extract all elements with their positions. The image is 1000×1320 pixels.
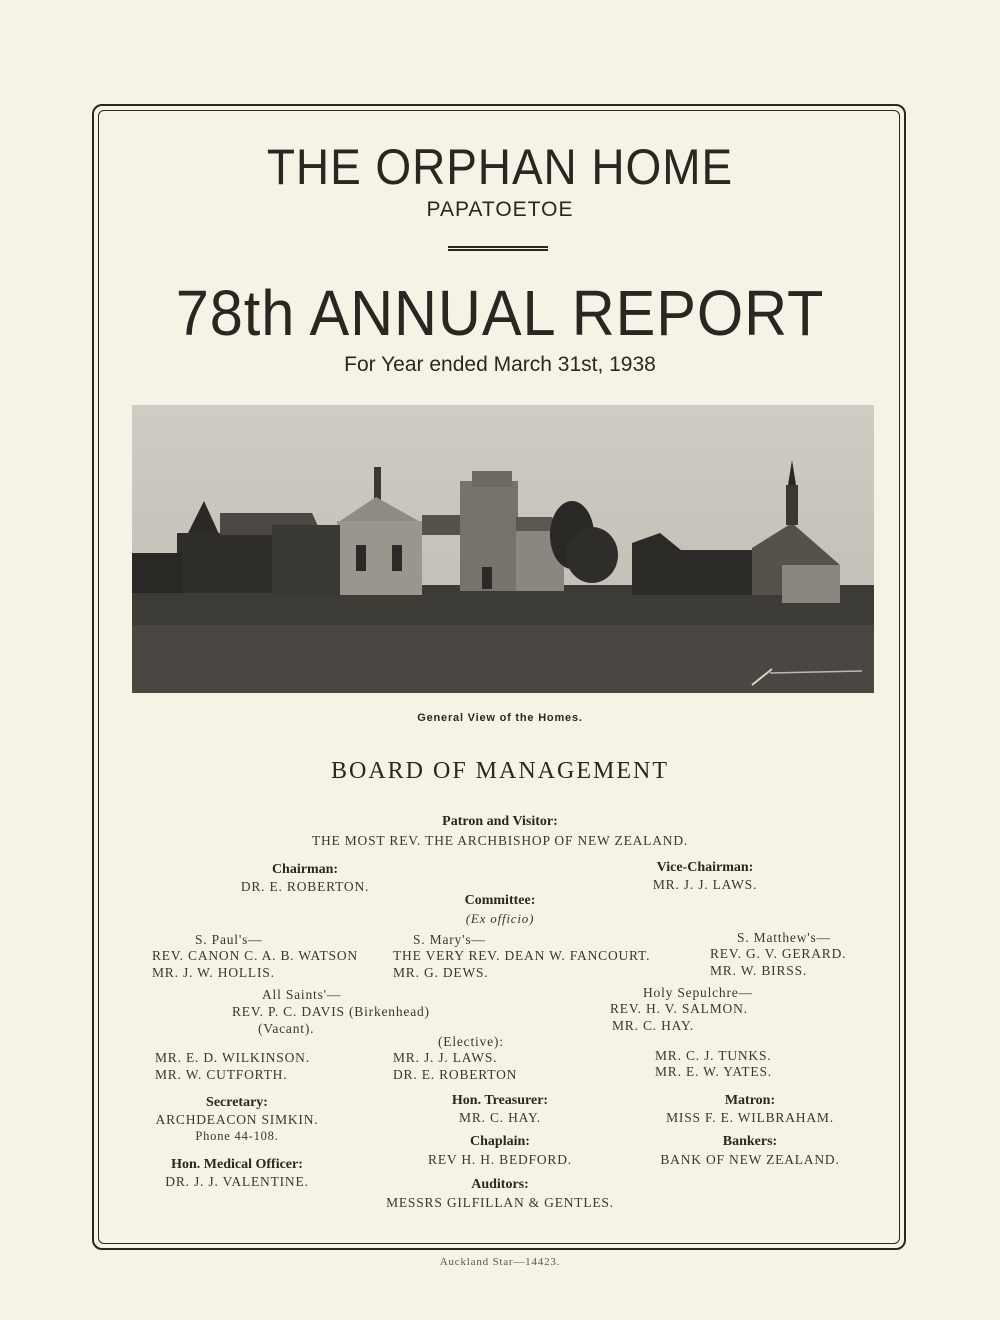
secretary-label: Secretary: [206, 1095, 268, 1110]
committee-member: MR. W. CUTFORTH. [155, 1067, 288, 1082]
bankers-label: Bankers: [722, 1134, 778, 1149]
committee-member: REV. H. V. SALMON. [610, 1001, 748, 1016]
medical-officer-name: DR. J. J. VALENTINE. [165, 1174, 309, 1189]
photo-caption: General View of the Homes. [417, 712, 583, 724]
treasurer-name: MR. C. HAY. [459, 1110, 541, 1125]
committee-label: Committee: [464, 893, 536, 908]
report-title: 78th ANNUAL REPORT [175, 277, 825, 349]
treasurer-label: Hon. Treasurer: [451, 1093, 549, 1108]
matron-name: MISS F. E. WILBRAHAM. [666, 1110, 834, 1125]
auditors-name: MESSRS GILFILLAN & GENTLES. [386, 1195, 614, 1210]
parish-s-marys: S. Mary's— [413, 932, 486, 947]
homes-photograph [132, 405, 874, 693]
parish-s-matthews: S. Matthew's— [737, 930, 831, 945]
committee-member: DR. E. ROBERTON [393, 1067, 518, 1082]
document-subtitle: PAPATOETOE [426, 198, 574, 221]
parish-all-saints: All Saints'— [262, 987, 342, 1002]
committee-member: MR. C. J. TUNKS. [655, 1048, 772, 1063]
committee-member: MR. C. HAY. [612, 1018, 694, 1033]
committee-member: (Vacant). [258, 1021, 315, 1036]
chaplain-name: REV H. H. BEDFORD. [428, 1152, 572, 1167]
committee-member: MR. G. DEWS. [393, 965, 489, 980]
document-title: THE ORPHAN HOME [266, 139, 734, 195]
parish-s-pauls: S. Paul's— [195, 932, 263, 947]
matron-label: Matron: [724, 1093, 776, 1108]
report-period: For Year ended March 31st, 1938 [344, 353, 656, 376]
chairman-name: DR. E. ROBERTON. [240, 879, 370, 894]
chaplain-label: Chaplain: [470, 1134, 530, 1149]
board-heading: BOARD OF MANAGEMENT [330, 758, 669, 784]
committee-member: MR. J. J. LAWS. [393, 1050, 498, 1065]
vice-chairman-label: Vice-Chairman: [656, 860, 754, 875]
building-photo-illustration [132, 405, 874, 693]
medical-officer-label: Hon. Medical Officer: [171, 1157, 303, 1172]
committee-member: MR. E. W. YATES. [655, 1064, 772, 1079]
parish-holy-sepulchre: Holy Sepulchre— [643, 985, 753, 1000]
printer-imprint: Auckland Star—14423. [439, 1256, 561, 1268]
committee-member: REV. G. V. GERARD. [710, 946, 847, 961]
committee-member: MR. E. D. WILKINSON. [155, 1050, 310, 1065]
patron-name: THE MOST REV. THE ARCHBISHOP OF NEW ZEALAND. [311, 833, 689, 848]
committee-member: THE VERY REV. DEAN W. FANCOURT. [393, 948, 651, 963]
chairman-label: Chairman: [271, 862, 339, 877]
committee-member: MR. W. BIRSS. [710, 963, 808, 978]
secretary-name: ARCHDEACON SIMKIN. [155, 1112, 319, 1127]
secretary-phone: Phone 44-108. [195, 1129, 279, 1143]
double-rule-divider [448, 246, 548, 251]
bankers-name: BANK OF NEW ZEALAND. [660, 1152, 840, 1167]
committee-member: REV. CANON C. A. B. WATSON [152, 948, 358, 963]
auditors-label: Auditors: [471, 1177, 529, 1192]
patron-label: Patron and Visitor: [442, 814, 558, 829]
committee-member: REV. P. C. DAVIS (Birkenhead) [232, 1004, 430, 1019]
vice-chairman-name: MR. J. J. LAWS. [652, 877, 758, 892]
ex-officio-note: (Ex officio) [465, 911, 535, 926]
committee-member: MR. J. W. HOLLIS. [152, 965, 275, 980]
elective-label: (Elective): [438, 1034, 504, 1049]
